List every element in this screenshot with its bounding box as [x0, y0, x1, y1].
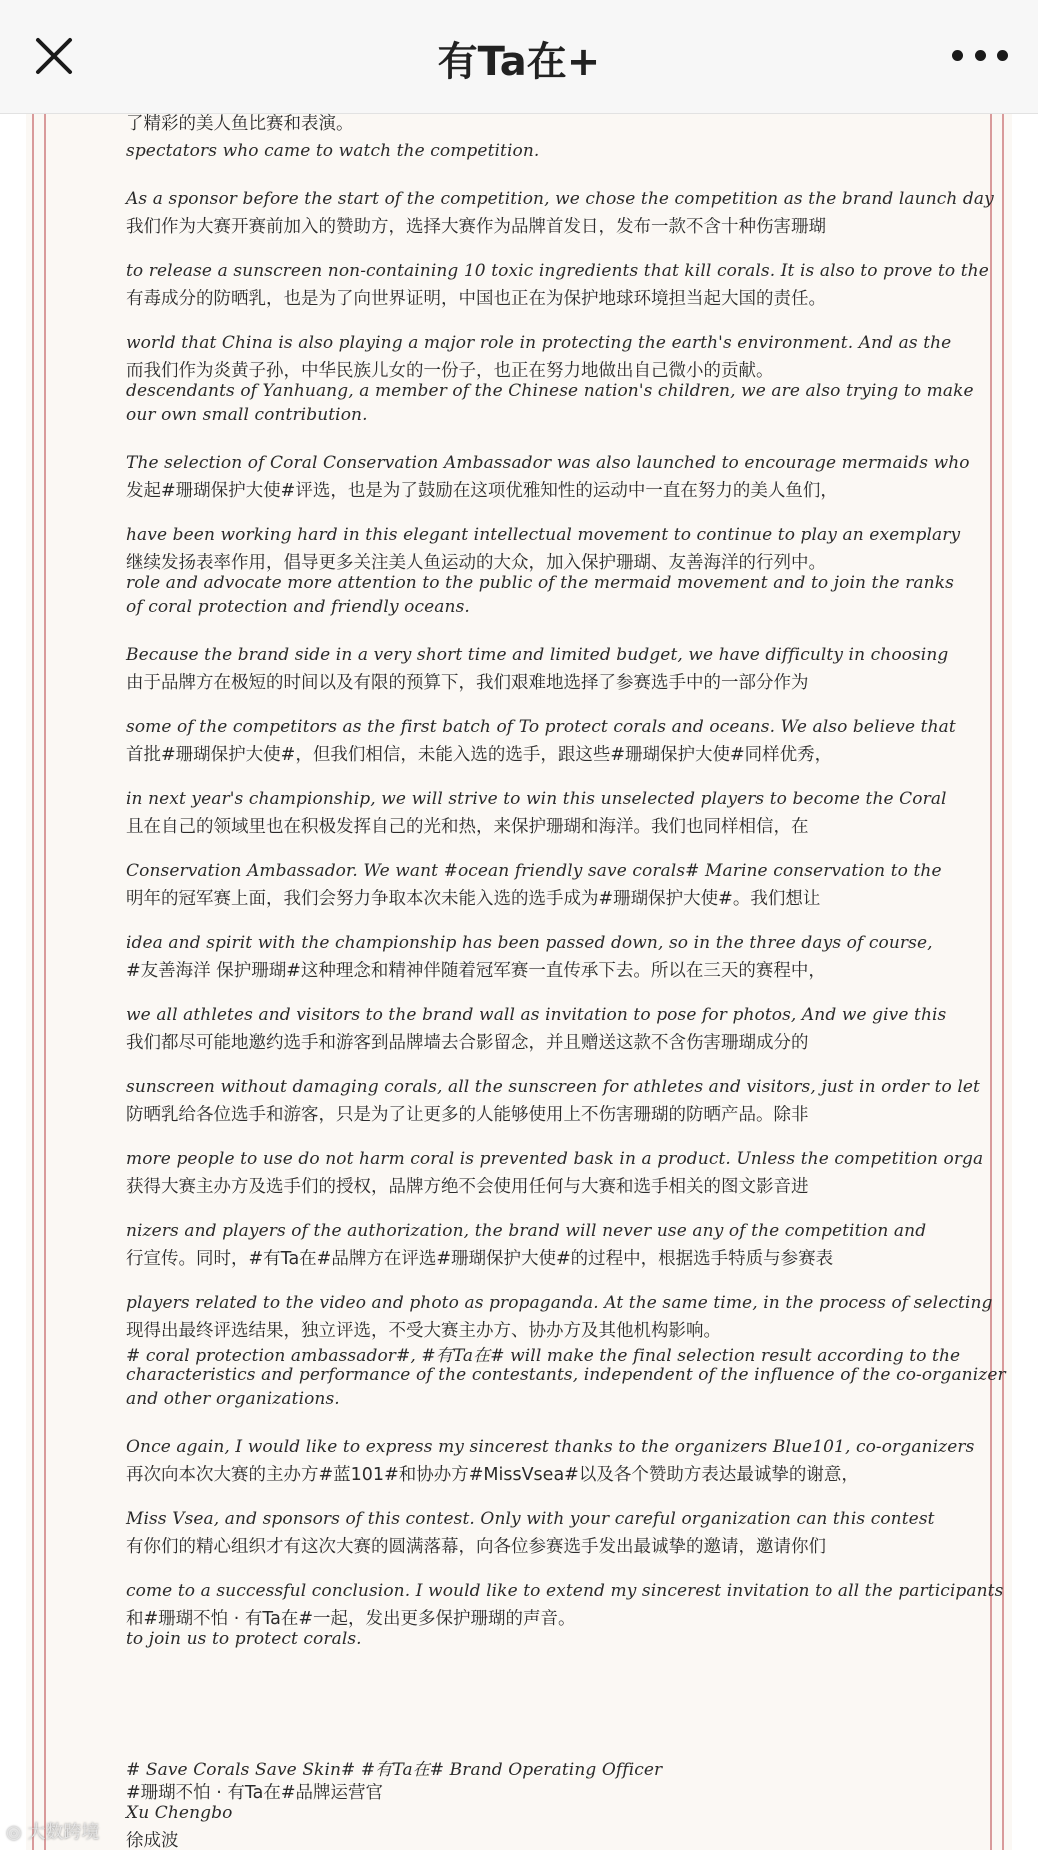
left-border: [32, 114, 46, 1850]
letter-line: have been working hard in this elegant intellectual movement to continue to play an exemplary: [126, 525, 961, 545]
watermark-logo-icon: ◎: [6, 1822, 28, 1843]
signature-line: # Save Corals Save Skin# #有Ta在# Brand Operating Officer: [126, 1760, 663, 1780]
letter-line: Because the brand side in a very short time and limited budget, we have difficulty in choosing: [126, 645, 949, 665]
letter-line: 由于品牌方在极短的时间以及有限的预算下，我们艰难地选择了参赛选手中的一部分作为: [126, 673, 809, 693]
letter-line: world that China is also playing a major role in protecting the earth's environment. And as the: [126, 333, 952, 353]
watermark: ◎ 大数跨境: [6, 1822, 100, 1843]
letter-line: 了精彩的美人鱼比赛和表演。: [126, 114, 354, 134]
letter-line: role and advocate more attention to the public of the mermaid movement and to join the ranks: [126, 573, 954, 593]
letter-line: spectators who came to watch the competition.: [126, 141, 540, 161]
letter-line: our own small contribution.: [126, 405, 368, 425]
letter-line: # coral protection ambassador#, #有Ta在# will make the final selection result according to the: [126, 1346, 961, 1366]
letter-line: 行宣传。同时，#有Ta在#品牌方在评选#珊瑚保护大使#的过程中，根据选手特质与参赛表: [126, 1249, 834, 1269]
signature-name: Xu Chengbo: [126, 1803, 233, 1823]
letter-line: 获得大赛主办方及选手们的授权，品牌方绝不会使用任何与大赛和选手相关的图文影音进: [126, 1177, 809, 1197]
letter-line: 首批#珊瑚保护大使#，但我们相信，未能入选的选手，跟这些#珊瑚保护大使#同样优秀，: [126, 745, 833, 765]
letter-line: 和#珊瑚不怕 · 有Ta在#一起，发出更多保护珊瑚的声音。: [126, 1609, 576, 1629]
letter-line: #友善海洋 保护珊瑚#这种理念和精神伴随着冠军赛一直传承下去。所以在三天的赛程中，: [126, 961, 826, 981]
letter-line: Conservation Ambassador. We want #ocean friendly save corals# Marine conservation to the: [126, 861, 942, 881]
letter-line: 再次向本次大赛的主办方#蓝101#和协办方#MissVsea#以及各个赞助方表达最诚挚的谢意，: [126, 1465, 859, 1485]
letter-line: and other organizations.: [126, 1389, 340, 1409]
letter-line: we all athletes and visitors to the brand wall as invitation to pose for photos, And we give this: [126, 1005, 947, 1025]
signature-line: #珊瑚不怕 · 有Ta在#品牌运营官: [126, 1783, 384, 1803]
letter-line: 明年的冠军赛上面，我们会努力争取本次未能入选的选手成为#珊瑚保护大使#。我们想让: [126, 889, 821, 909]
more-icon[interactable]: [952, 40, 1008, 70]
letter-line: 且在自己的领域里也在积极发挥自己的光和热，来保护珊瑚和海洋。我们也同样相信，在: [126, 817, 809, 837]
letter-line: 有毒成分的防晒乳，也是为了向世界证明，中国也正在为保护地球环境担当起大国的责任。: [126, 289, 826, 309]
letter-line: Once again, I would like to express my sincerest thanks to the organizers Blue101, co-organizers: [126, 1437, 975, 1457]
page-title: 有Ta在+: [437, 39, 601, 85]
letter-line: As a sponsor before the start of the competition, we chose the competition as the brand launch day: [126, 189, 994, 209]
letter-line: 而我们作为炎黄子孙，中华民族儿女的一份子，也正在努力地做出自己微小的贡献。: [126, 361, 774, 381]
signature-name-chinese: 徐成波: [126, 1831, 179, 1851]
letter-line: idea and spirit with the championship has been passed down, so in the three days of course,: [126, 933, 933, 953]
letter-line: 发起#珊瑚保护大使#评选，也是为了鼓励在这项优雅知性的运动中一直在努力的美人鱼们，: [126, 481, 838, 501]
letter-line: of coral protection and friendly oceans.: [126, 597, 470, 617]
letter-line: descendants of Yanhuang, a member of the Chinese nation's children, we are also trying to make: [126, 381, 974, 401]
letter-line: 我们都尽可能地邀约选手和游客到品牌墙去合影留念，并且赠送这款不含伤害珊瑚成分的: [126, 1033, 809, 1053]
letter-line: players related to the video and photo as propaganda. At the same time, in the process of selecting: [126, 1293, 993, 1313]
letter-line: some of the competitors as the first batch of To protect corals and oceans. We also believe that: [126, 717, 956, 737]
letter-line: 防晒乳给各位选手和游客，只是为了让更多的人能够使用上不伤害珊瑚的防晒产品。除非: [126, 1105, 809, 1125]
letter-line: 有你们的精心组织才有这次大赛的圆满落幕，向各位参赛选手发出最诚挚的邀请，邀请你们: [126, 1537, 826, 1557]
letter-line: 我们作为大赛开赛前加入的赞助方，选择大赛作为品牌首发日，发布一款不含十种伤害珊瑚: [126, 217, 826, 237]
letter-line: 继续发扬表率作用，倡导更多关注美人鱼运动的大众，加入保护珊瑚、友善海洋的行列中。: [126, 553, 826, 573]
letter-line: characteristics and performance of the contestants, independent of the influence of the co-organizer: [126, 1365, 1006, 1385]
letter-line: Miss Vsea, and sponsors of this contest. Only with your careful organization can this contest: [126, 1509, 935, 1529]
letter-line: The selection of Coral Conservation Ambassador was also launched to encourage mermaids who: [126, 453, 970, 473]
letter-line: nizers and players of the authorization, the brand will never use any of the competition and: [126, 1221, 927, 1241]
letter-line: more people to use do not harm coral is prevented bask in a product. Unless the competition orga: [126, 1149, 984, 1169]
letter-line: to join us to protect corals.: [126, 1629, 362, 1649]
letter-line: in next year's championship, we will strive to win this unselected players to become the Coral: [126, 789, 947, 809]
letter-line: come to a successful conclusion. I would like to extend my sincerest invitation to all the participants: [126, 1581, 1004, 1601]
nav-bar: [0, 0, 1038, 114]
letter-line: 现得出最终评选结果，独立评选，不受大赛主办方、协办方及其他机构影响。: [126, 1321, 721, 1341]
letter-line: to release a sunscreen non-containing 10 toxic ingredients that kill corals. It is also to prove to the: [126, 261, 989, 281]
letter-line: sunscreen without damaging corals, all the sunscreen for athletes and visitors, just in order to let: [126, 1077, 980, 1097]
